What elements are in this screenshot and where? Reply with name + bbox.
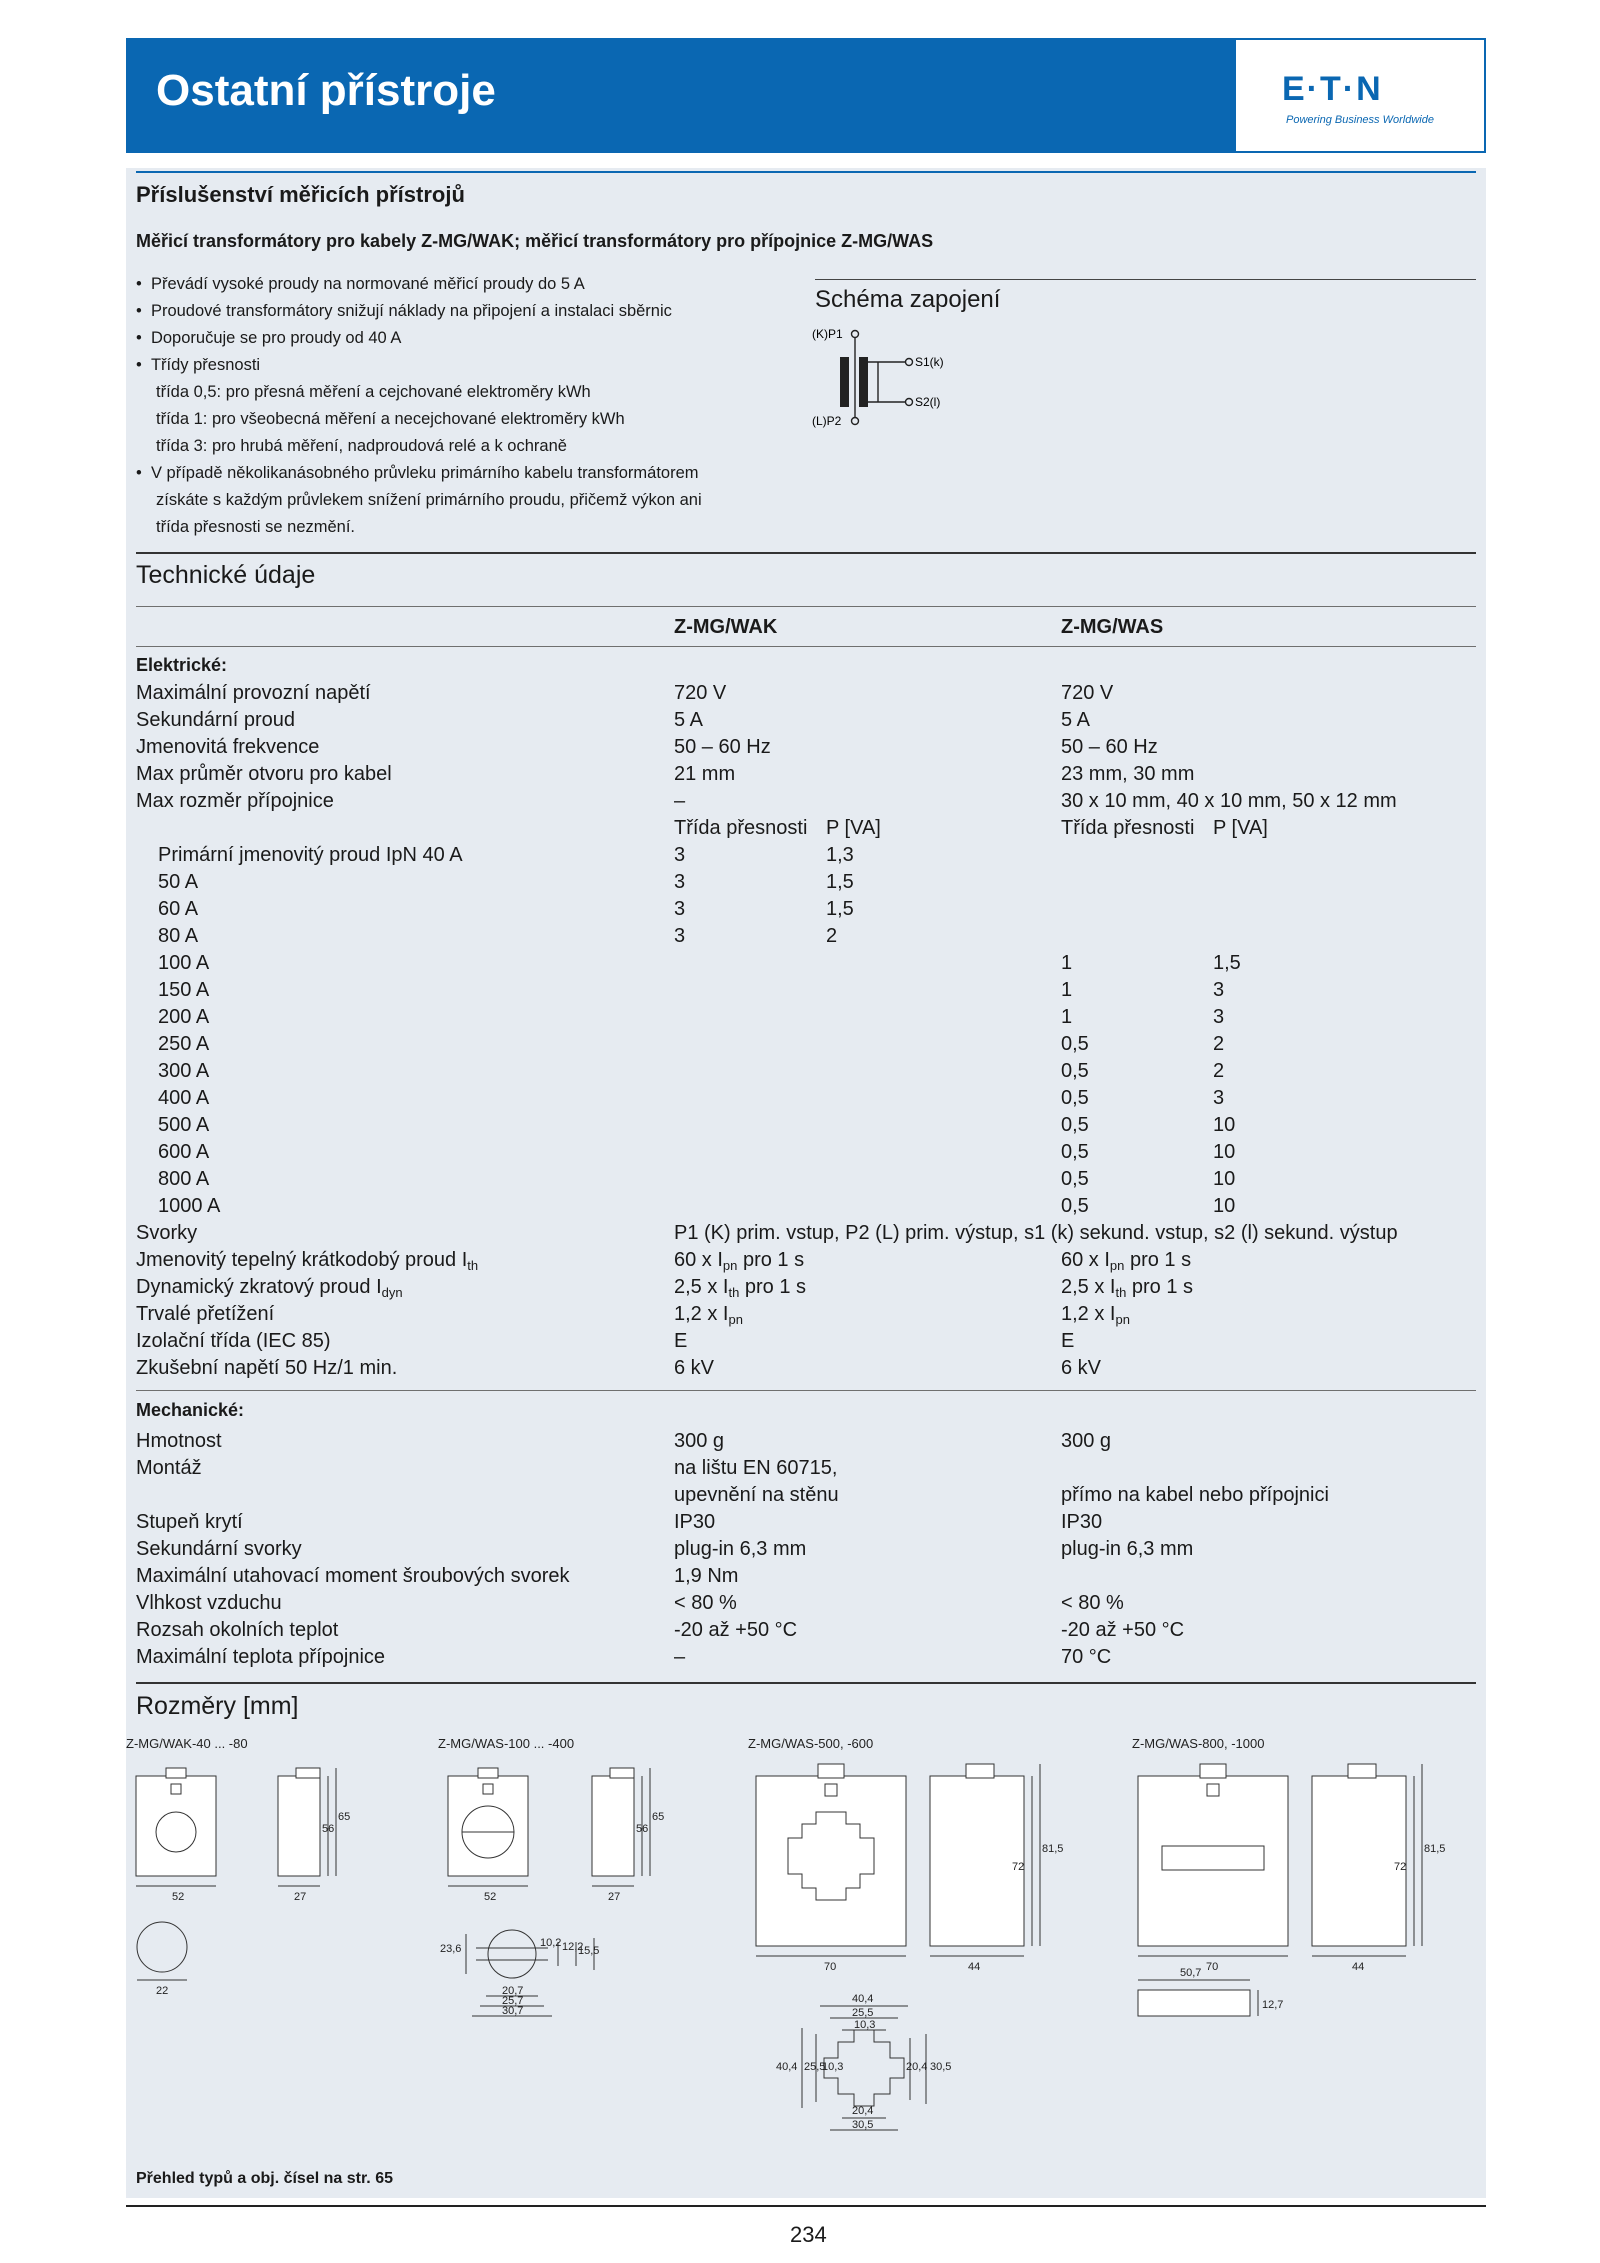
was-power: 10	[1213, 1114, 1236, 1136]
list-item: třída 0,5: pro přesná měření a cejchované elektroměry kWh	[156, 383, 591, 401]
row-label: Primární jmenovitý proud IpN 40 A	[158, 844, 463, 866]
wak-power: 1,5	[826, 898, 854, 920]
svg-text:10,3: 10,3	[822, 2061, 844, 2073]
row-label: Izolační třída (IEC 85)	[136, 1330, 331, 1352]
row-value-wak-2: upevnění na stěnu	[674, 1484, 839, 1506]
row-value-was: 6 kV	[1061, 1357, 1102, 1379]
svg-text:72: 72	[1394, 1861, 1407, 1873]
list-item: • Třídy přesnosti	[136, 356, 261, 374]
tech-title: Technické údaje	[136, 561, 316, 589]
row-label: Svorky	[136, 1222, 198, 1244]
wak-power: 2	[826, 925, 838, 947]
was-class: 0,5	[1061, 1195, 1089, 1217]
wiring-diagram	[812, 322, 952, 432]
row-label: 100 A	[158, 952, 210, 974]
was-power: 3	[1213, 979, 1225, 1001]
page-header	[126, 38, 1486, 153]
svg-text:65: 65	[652, 1811, 665, 1823]
row-label: Stupeň krytí	[136, 1511, 243, 1533]
schema-label-kp1: (K)P1	[812, 327, 843, 341]
row-label: 500 A	[158, 1114, 210, 1136]
accuracy-class-label-was: Třída přesnosti	[1061, 817, 1195, 839]
svg-text:44: 44	[968, 1961, 981, 1973]
list-item: získáte s každým průvlekem snížení primárního proudu, přičemž výkon ani	[156, 491, 702, 509]
svg-text:12,2: 12,2	[562, 1941, 584, 1953]
row-value-was: 300 g	[1061, 1430, 1112, 1452]
wak-class: 3	[674, 871, 686, 893]
row-value-wak: –	[674, 790, 686, 812]
svg-text:20,4: 20,4	[852, 2105, 874, 2117]
was-power: 10	[1213, 1141, 1236, 1163]
row-label: 1000 A	[158, 1195, 221, 1217]
row-value-wak: 5 A	[674, 709, 703, 731]
svg-text:30,5: 30,5	[852, 2119, 874, 2131]
dimension-drawings	[126, 1728, 1486, 2148]
svg-text:10,2: 10,2	[540, 1937, 562, 1949]
row-label: Sekundární proud	[136, 709, 296, 731]
row-value-was: 720 V	[1061, 682, 1114, 704]
svg-text:30,5: 30,5	[930, 2061, 952, 2073]
row-value-was: 30 x 10 mm, 40 x 10 mm, 50 x 12 mm	[1061, 790, 1397, 812]
accuracy-class-label-wak: Třída přesnosti	[674, 817, 808, 839]
was-power: 3	[1213, 1006, 1225, 1028]
svg-text:27: 27	[294, 1891, 307, 1903]
svg-text:81,5: 81,5	[1424, 1843, 1446, 1855]
wak-class: 3	[674, 925, 686, 947]
row-label: 250 A	[158, 1033, 210, 1055]
row-value-was: přímo na kabel nebo přípojnici	[1061, 1484, 1329, 1506]
svg-text:52: 52	[484, 1891, 497, 1903]
row-value-was: E	[1061, 1330, 1075, 1352]
row-label: Maximální provozní napětí	[136, 682, 371, 704]
svg-text:25,5: 25,5	[804, 2061, 826, 2073]
row-label: Hmotnost	[136, 1430, 222, 1452]
row-value-wak: 300 g	[674, 1430, 725, 1452]
row-label: 800 A	[158, 1168, 210, 1190]
panel-top-rule	[136, 171, 1476, 173]
row-label: Montáž	[136, 1457, 202, 1479]
row-value-was: < 80 %	[1061, 1592, 1124, 1614]
row-value-wak: –	[674, 1646, 686, 1668]
table-rule	[136, 1390, 1476, 1391]
mechanical-heading: Mechanické:	[136, 1400, 245, 1420]
column-header-was: Z-MG/WAS	[1061, 616, 1164, 638]
dims-rule	[136, 1682, 1476, 1684]
drawing-title-was500: Z-MG/WAS-500, -600	[748, 1736, 874, 1751]
row-label: 400 A	[158, 1087, 210, 1109]
svg-text:81,5: 81,5	[1042, 1843, 1064, 1855]
logo-tagline: Powering Business Worldwide	[1286, 114, 1434, 126]
row-value-was: IP30	[1061, 1511, 1103, 1533]
svg-text:50,7: 50,7	[1180, 1967, 1202, 1979]
was-power: 10	[1213, 1195, 1236, 1217]
was-class: 0,5	[1061, 1141, 1089, 1163]
drawing-title-was100: Z-MG/WAS-100 ... -400	[438, 1736, 575, 1751]
row-value-was: -20 až +50 °C	[1061, 1619, 1185, 1641]
row-value-was: plug-in 6,3 mm	[1061, 1538, 1194, 1560]
was-class: 1	[1061, 1006, 1073, 1028]
was-power: 2	[1213, 1060, 1225, 1082]
svg-text:72: 72	[1012, 1861, 1025, 1873]
row-label: Zkušební napětí 50 Hz/1 min.	[136, 1357, 398, 1379]
was-class: 0,5	[1061, 1087, 1089, 1109]
svg-text:25,5: 25,5	[852, 2007, 874, 2019]
row-value-wak: IP30	[674, 1511, 716, 1533]
row-value-was: 60 x $I_{pn}$ pro 1 s	[1061, 1249, 1192, 1273]
list-item: • Převádí vysoké proudy na normované měřicí proudy do 5 A	[136, 275, 585, 293]
row-value-wak: < 80 %	[674, 1592, 737, 1614]
row-label: 300 A	[158, 1060, 210, 1082]
row-label: Jmenovitý tepelný krátkodobý proud $I_{th}$	[136, 1249, 479, 1273]
row-value: P1 (K) prim. vstup, P2 (L) prim. výstup, s1 (k) sekund. vstup, s2 (l) sekund. výstup	[674, 1222, 1398, 1244]
svg-text:27: 27	[608, 1891, 621, 1903]
svg-text:56: 56	[322, 1823, 335, 1835]
svg-text:56: 56	[636, 1823, 649, 1835]
schema-label-s2: S2(l)	[915, 395, 941, 409]
row-label: Sekundární svorky	[136, 1538, 302, 1560]
wak-power: 1,3	[826, 844, 854, 866]
svg-text:23,6: 23,6	[440, 1943, 462, 1955]
row-label: Jmenovitá frekvence	[136, 736, 320, 758]
schema-label-s1: S1(k)	[915, 355, 944, 369]
accuracy-power-label-wak: P [VA]	[826, 817, 881, 839]
row-label: Maximální teplota přípojnice	[136, 1646, 386, 1668]
row-value-was: 70 °C	[1061, 1646, 1112, 1668]
svg-text:70: 70	[824, 1961, 837, 1973]
column-header-wak: Z-MG/WAK	[674, 616, 778, 638]
row-label: 50 A	[158, 871, 199, 893]
footer-rule	[126, 2205, 1486, 2207]
svg-text:70: 70	[1206, 1961, 1219, 1973]
wak-power: 1,5	[826, 871, 854, 893]
row-value-was: 1,2 x $I_{pn}$	[1061, 1303, 1130, 1327]
dims-title: Rozměry [mm]	[136, 1692, 299, 1720]
svg-text:44: 44	[1352, 1961, 1365, 1973]
row-label: Trvalé přetížení	[136, 1303, 275, 1325]
row-value-wak: 720 V	[674, 682, 727, 704]
schema-label-lp2: (L)P2	[812, 414, 842, 428]
row-value-wak: na lištu EN 60715,	[674, 1457, 838, 1479]
accuracy-power-label-was: P [VA]	[1213, 817, 1268, 839]
svg-text:25,7: 25,7	[502, 1995, 524, 2007]
svg-text:52: 52	[172, 1891, 185, 1903]
row-value-wak: 1,2 x $I_{pn}$	[674, 1303, 743, 1327]
wak-class: 3	[674, 898, 686, 920]
tech-rule	[136, 552, 1476, 554]
row-label: 60 A	[158, 898, 199, 920]
row-label: 80 A	[158, 925, 199, 947]
row-label: 200 A	[158, 1006, 210, 1028]
svg-text:20,4: 20,4	[906, 2061, 928, 2073]
was-class: 0,5	[1061, 1114, 1089, 1136]
row-label: Max průměr otvoru pro kabel	[136, 763, 392, 785]
row-value-was: 50 – 60 Hz	[1061, 736, 1158, 758]
row-label: Vlhkost vzduchu	[136, 1592, 282, 1614]
row-label: 150 A	[158, 979, 210, 1001]
was-power: 10	[1213, 1168, 1236, 1190]
row-value-wak: 2,5 x $I_{th}$ pro 1 s	[674, 1276, 807, 1300]
logo-wordmark: E·T·N	[1282, 70, 1383, 108]
was-class: 1	[1061, 952, 1073, 974]
row-value-wak: E	[674, 1330, 688, 1352]
row-value-wak: 1,9 Nm	[674, 1565, 739, 1587]
row-value-wak: 6 kV	[674, 1357, 715, 1379]
was-class: 0,5	[1061, 1033, 1089, 1055]
svg-text:65: 65	[338, 1811, 351, 1823]
row-value-wak: 60 x $I_{pn}$ pro 1 s	[674, 1249, 805, 1273]
row-label: Maximální utahovací moment šroubových svorek	[136, 1565, 570, 1587]
list-item: třída 1: pro všeobecná měření a necejchované elektroměry kWh	[156, 410, 625, 428]
svg-text:20,7: 20,7	[502, 1985, 524, 1997]
svg-text:30,7: 30,7	[502, 2005, 524, 2017]
was-class: 0,5	[1061, 1168, 1089, 1190]
row-value-was: 5 A	[1061, 709, 1090, 731]
list-item: třída přesnosti se nezmění.	[156, 518, 356, 536]
was-power: 3	[1213, 1087, 1225, 1109]
schema-rule	[815, 279, 1476, 280]
svg-text:12,7: 12,7	[1262, 1999, 1284, 2011]
svg-text:22: 22	[156, 1985, 169, 1997]
table-rule	[136, 606, 1476, 607]
row-value-wak: plug-in 6,3 mm	[674, 1538, 807, 1560]
svg-text:10,3: 10,3	[854, 2019, 876, 2031]
product-subtitle: Měřicí transformátory pro kabely Z-MG/WAK; měřicí transformátory pro přípojnice Z-MG/WAS	[136, 231, 934, 251]
page-title: Ostatní přístroje	[156, 66, 496, 115]
row-value-wak: -20 až +50 °C	[674, 1619, 798, 1641]
row-label: Rozsah okolních teplot	[136, 1619, 339, 1641]
row-value-was: 2,5 x $I_{th}$ pro 1 s	[1061, 1276, 1194, 1300]
list-item: • V případě několikanásobného průvleku primárního kabelu transformátorem	[136, 464, 699, 482]
list-item: třída 3: pro hrubá měření, nadproudová relé a k ochraně	[156, 437, 567, 455]
svg-text:40,4: 40,4	[852, 1993, 874, 2005]
page-number: 234	[790, 2222, 827, 2247]
row-label: 600 A	[158, 1141, 210, 1163]
row-value-was: 23 mm, 30 mm	[1061, 763, 1195, 785]
eaton-logo	[1234, 38, 1486, 153]
was-power: 1,5	[1213, 952, 1241, 974]
was-class: 0,5	[1061, 1060, 1089, 1082]
row-label: Max rozměr přípojnice	[136, 790, 334, 812]
section-title: Příslušenství měřicích přístrojů	[136, 182, 465, 207]
svg-text:15,5: 15,5	[578, 1945, 600, 1957]
row-value-wak: 50 – 60 Hz	[674, 736, 771, 758]
was-power: 2	[1213, 1033, 1225, 1055]
list-item: • Proudové transformátory snižují náklady na připojení a instalaci sběrnic	[136, 302, 672, 320]
drawing-title-was800: Z-MG/WAS-800, -1000	[1132, 1736, 1265, 1751]
schema-title: Schéma zapojení	[815, 286, 1001, 313]
content-panel	[126, 168, 1486, 2198]
electrical-heading: Elektrické:	[136, 655, 228, 675]
list-item: • Doporučuje se pro proudy od 40 A	[136, 329, 402, 347]
table-rule	[136, 646, 1476, 647]
footer-note: Přehled typů a obj. čísel na str. 65	[136, 2170, 393, 2187]
row-value-wak: 21 mm	[674, 763, 736, 785]
svg-text:40,4: 40,4	[776, 2061, 798, 2073]
wak-class: 3	[674, 844, 686, 866]
row-label: Dynamický zkratový proud $I_{dyn}$	[136, 1276, 403, 1300]
was-class: 1	[1061, 979, 1073, 1001]
drawing-title-wak: Z-MG/WAK-40 ... -80	[126, 1736, 248, 1751]
